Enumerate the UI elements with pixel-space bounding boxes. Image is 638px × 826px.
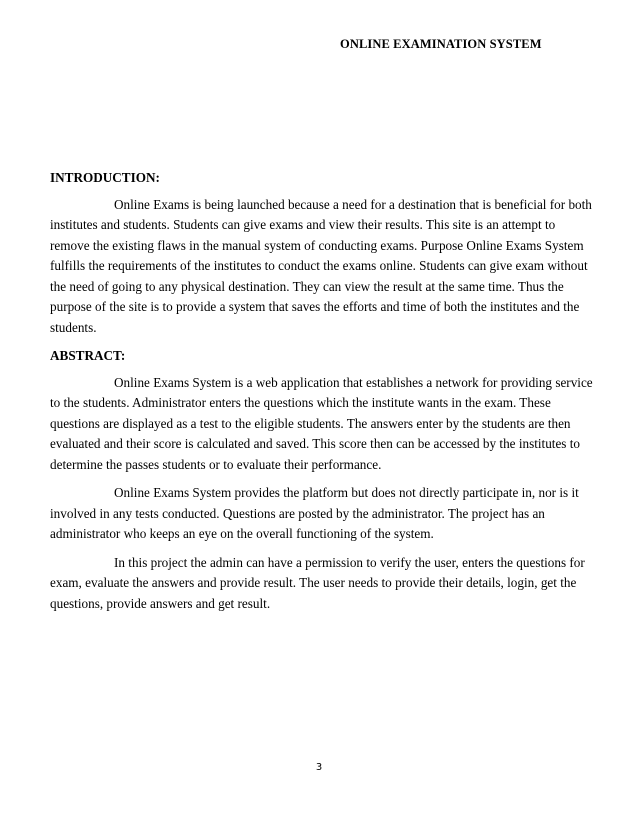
- abstract-paragraph: In this project the admin can have a permission to verify the user, enters the questions for exam, evaluate the answers and provide result. The user needs to provide their details, login, get the questions, provide answers and get result.: [50, 554, 585, 611]
- abstract-paragraph: Online Exams System is a web application that establishes a network for providing service to the students. Administrator enters the questions which the institute wants in the exam. These questions are displayed as a test to the eligible students. The answers enter by the students are then evaluated and their score is calculated and saved. This score then can be accessed by the institutes to determine the passes students or to evaluate their performance.: [50, 374, 593, 472]
- section-abstract: [50, 346, 598, 614]
- document-body: [50, 168, 598, 622]
- running-header-title: ONLINE EXAMINATION SYSTEM: [340, 37, 542, 51]
- page-number: 3: [315, 762, 323, 773]
- section-introduction: [50, 168, 598, 338]
- introduction-paragraph: Online Exams is being launched because a need for a destination that is beneficial for both institutes and students. Students can give exams and view their results. This site is an attempt to remove the existing flaws in the manual system of conducting exams. Purpose Online Exams System fulfills the requirements of the institutes to conduct the exams online. Students can give exam without the need of going to any physical destination. They can view the result at the same time. Thus the purpose of the site is to provide a system that saves the efforts and time of both the institutes and the students.: [50, 196, 592, 335]
- abstract-paragraph: Online Exams System provides the platform but does not directly participate in, nor is it involved in any tests conducted. Questions are posted by the administrator. The project has an administrator who keeps an eye on the overall functioning of the system.: [50, 485, 579, 541]
- section-heading-abstract: ABSTRACT:: [50, 348, 126, 363]
- section-heading-introduction: INTRODUCTION:: [50, 170, 160, 185]
